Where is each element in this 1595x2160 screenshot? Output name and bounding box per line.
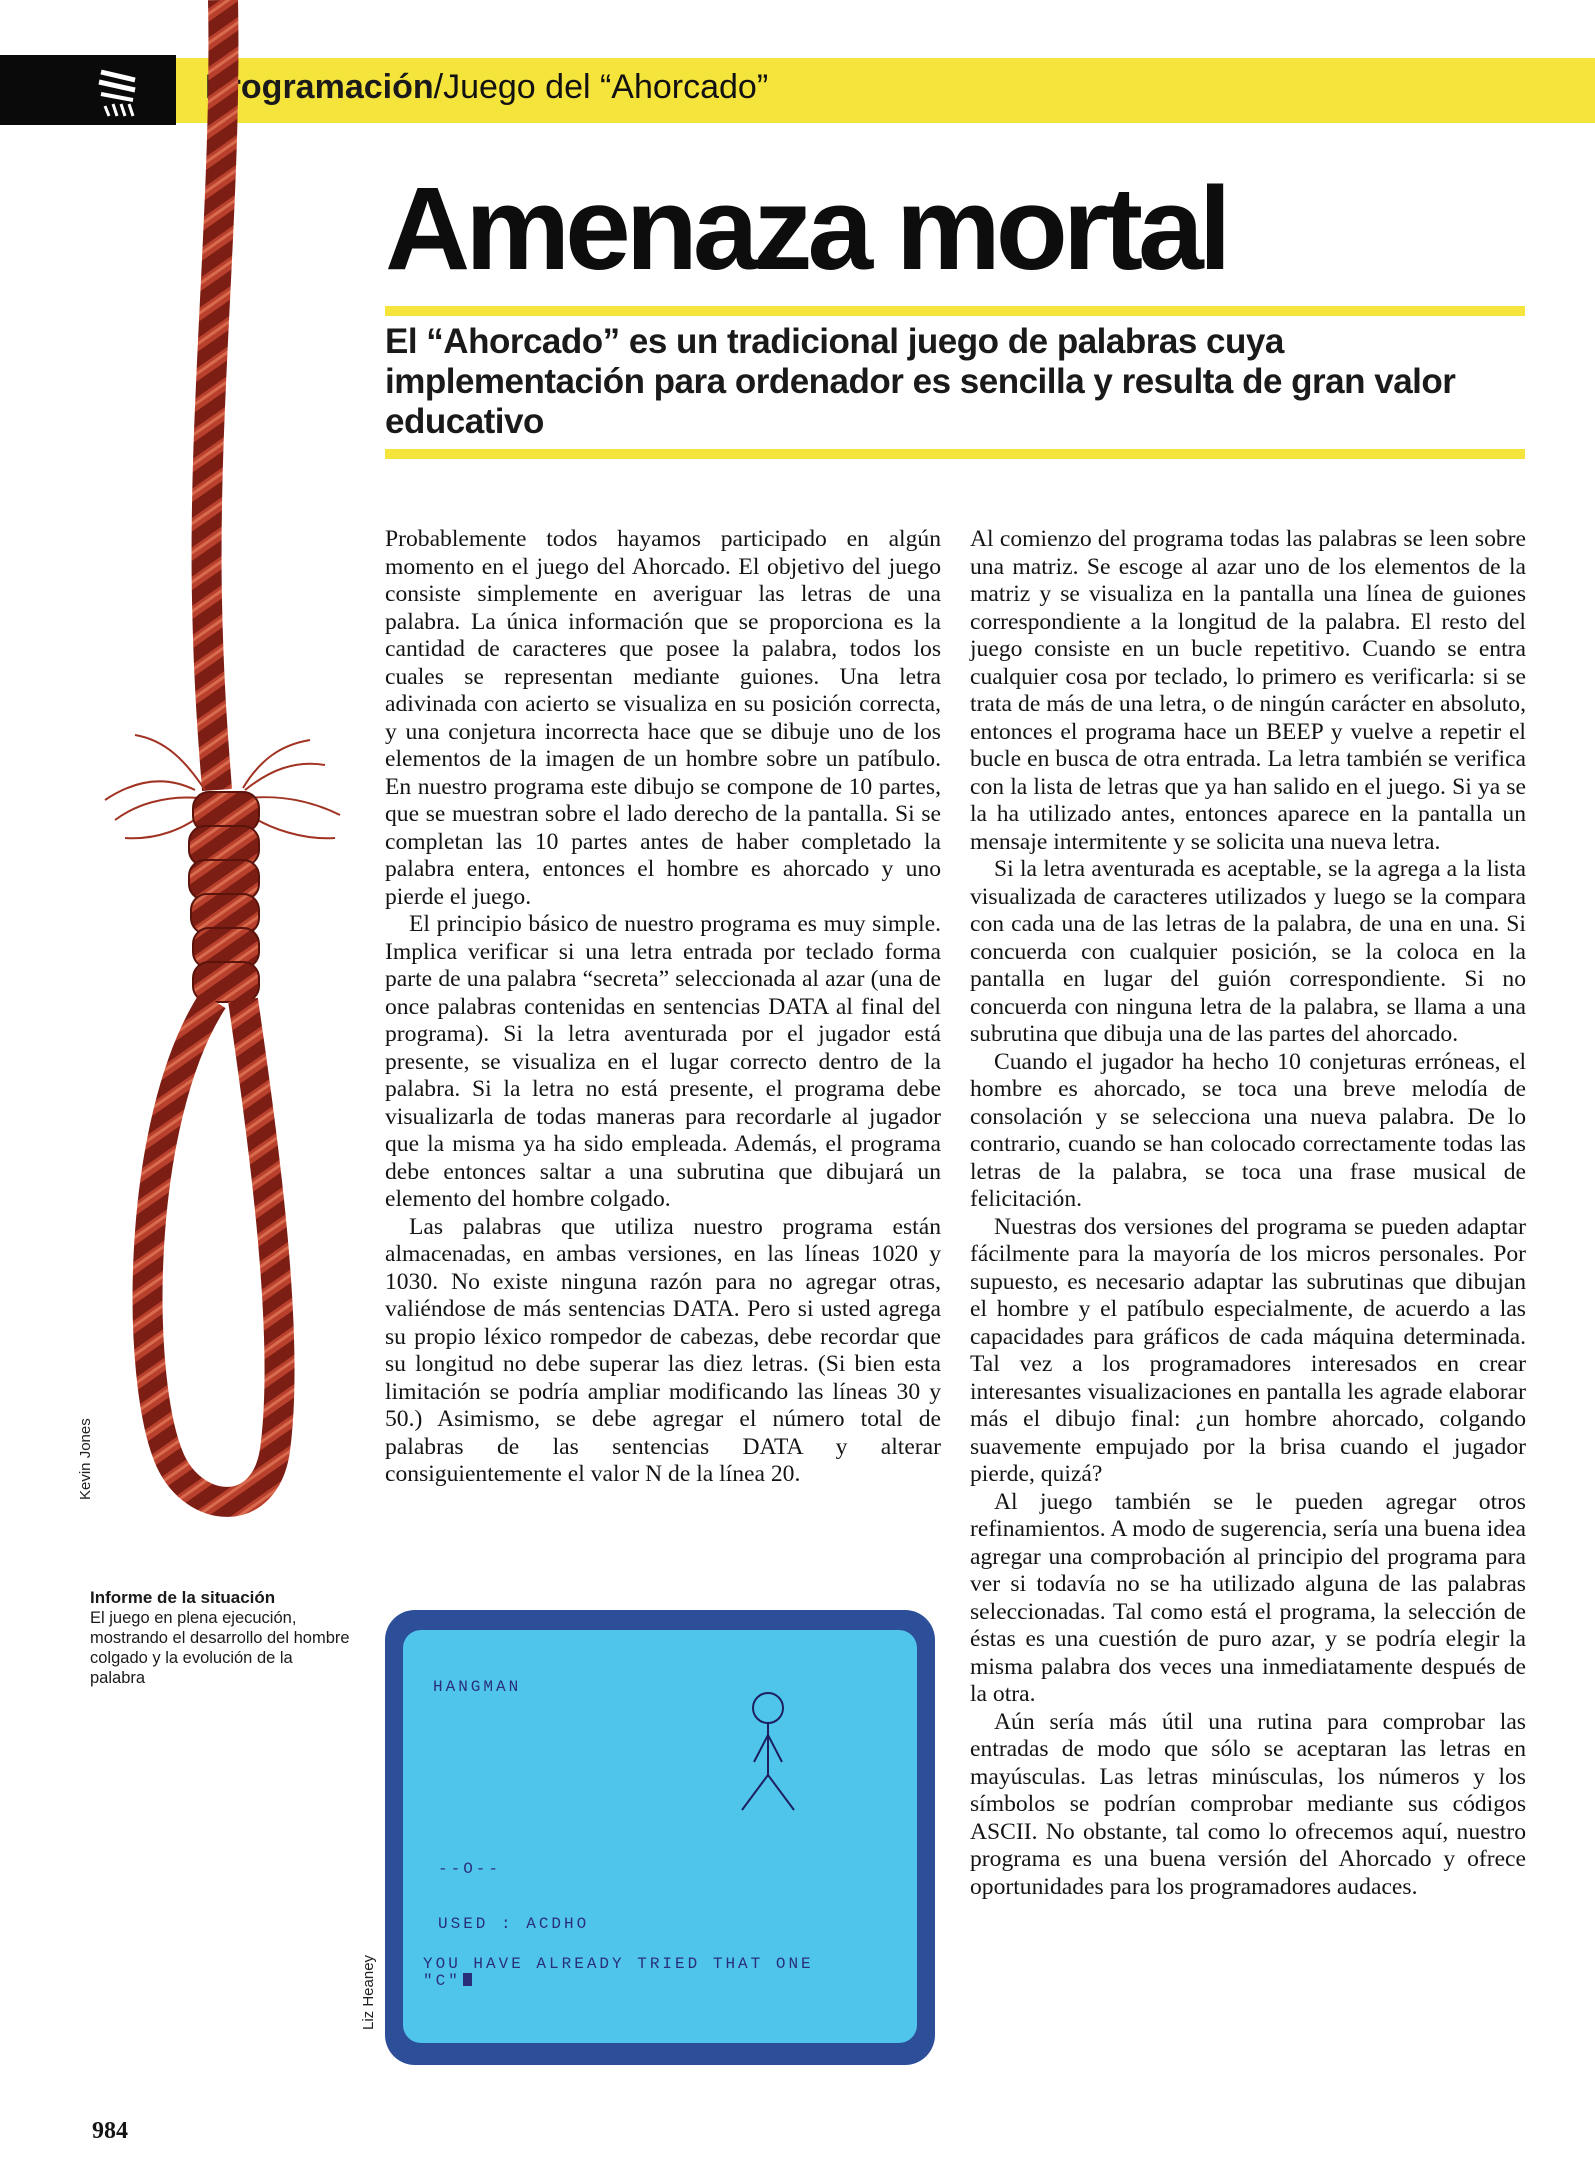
screen-used-letters: USED : ACDHO xyxy=(438,1915,590,1933)
paragraph: Aún sería más útil una rutina para comprobar las entradas de modo que sólo se aceptaran las letras en mayúsculas. Las letras minúsculas, los números y los símbolos se podrían comprobar mediante sus códigos ASCII. No obstante, tal como lo ofrecemos aquí, nuestro programa es una buena versión del Ahorcado y ofrece oportunidades para los programadores audaces. xyxy=(970,1708,1526,1900)
paragraph: Cuando el jugador ha hecho 10 conjeturas erróneas, el hombre es ahorcado, se toca una breve melodía de consolación y se selecciona una nueva palabra. De lo contrario, cuando se han colocado correctamente todas las letras de la palabra, se toca una frase musical de felicitación. xyxy=(970,1048,1526,1212)
paragraph: Probablemente todos hayamos participado en algún momento en el juego del Ahorcado. El objetivo del juego consiste simplemente en averiguar las letras de una palabra. La única información que se proporciona es la cantidad de caracteres que posee la palabra, todos los cuales se representan mediante guiones. Una letra adivinada con acierto se visualiza en su posición correcta, y una conjetura incorrecta hace que se dibuje uno de los elementos de la imagen de un hombre sobre un patíbulo. En nuestro programa este dibujo se compone de 10 partes, que se muestran sobre el lado derecho de la pantalla. Si se completan las 10 partes antes de haber completado la palabra entera, entonces el hombre es ahorcado y uno pierde el juego. xyxy=(385,526,941,910)
screen-photo-credit: Liz Heaney xyxy=(360,1954,377,2030)
figure-caption xyxy=(90,1588,350,1688)
section-topic: /Juego del “Ahorcado” xyxy=(433,68,769,106)
section-name: Programación xyxy=(205,68,434,106)
rope-illustration-credit: Kevin Jones xyxy=(77,1418,94,1500)
screen-input-line xyxy=(423,1972,472,1990)
monitor-frame xyxy=(385,1610,935,2065)
body-column-right xyxy=(970,526,1526,1901)
article-subtitle: El “Ahorcado” es un tradicional juego de palabras cuya implementación para ordenador es sencilla y resulta de gran valor educativo xyxy=(385,322,1456,441)
paragraph: Al juego también se le pueden agregar otros refinamientos. A modo de sugerencia, sería una buena idea agregar una comprobación al principio del programa para ver si todavía no se ha utilizado alguna de las palabras seleccionadas. Tal como está el programa, la selección de éstas es una cuestión de puro azar, y se podría elegir la misma palabra dos veces una inmediatamente después de la otra. xyxy=(970,1488,1526,1707)
screen-word-progress: --O-- xyxy=(438,1860,502,1878)
caption-title: Informe de la situación xyxy=(90,1588,276,1607)
title-rule-bottom xyxy=(385,449,1525,459)
screen-input-letter: "C" xyxy=(423,1972,461,1990)
paragraph: Las palabras que utiliza nuestro programa están almacenadas, en ambas versiones, en las líneas 1020 y 1030. No existe ninguna razón para no agregar otras, valiéndose de más sentencias DATA. Pero si usted agrega su propio léxico rompedor de cabezas, debe recordar que su longitud no debe superar las diez letras. (Si bien esta limitación se podría ampliar modificando las líneas 30 y 50.) Asimismo, se debe agregar el número total de palabras de las sentencias DATA y alterar consiguientemente el valor N de la línea 20. xyxy=(385,1213,941,1487)
screen-message: YOU HAVE ALREADY TRIED THAT ONE xyxy=(423,1955,814,1973)
page-number: 984 xyxy=(92,2118,128,2144)
screen-title: HANGMAN xyxy=(433,1678,522,1696)
hangman-screen xyxy=(403,1630,917,2043)
article-title: Amenaza mortal xyxy=(385,163,1227,295)
paragraph: Al comienzo del programa todas las palabras se leen sobre una matriz. Se escoge al azar uno de los elementos de la matriz y se visualiza en la pantalla una línea de guiones correspondiente a la longitud de la palabra. El resto del juego consiste en un bucle repetitivo. Cuando se entra cualquier cosa por teclado, lo primero es verificarla: si se trata de más de una letra, o de ningún carácter en absoluto, entonces el programa hace un BEEP y vuelve a repetir el bucle en busca de otra entrada. La letra también se verifica con la lista de letras que ya han salido en el juego. Si ya se la ha utilizado antes, entonces aparece en la pantalla un mensaje intermitente y se solicita una nueva letra. xyxy=(970,526,1526,855)
cursor xyxy=(463,1973,472,1986)
title-rule-top xyxy=(385,306,1525,316)
noose-rope-illustration xyxy=(95,0,375,1530)
paragraph: El principio básico de nuestro programa es muy simple. Implica verificar si una letra entrada por teclado forma parte de una palabra “secreta” seleccionada al azar (una de once palabras contenidas en sentencias DATA al final del programa). Si la letra aventurada por el jugador está presente, se visualiza en el lugar correcto dentro de la palabra. Si la letra no está presente, el programa debe visualizarla de todas maneras para recordarle al jugador que la misma ya ha sido empleada. Además, el programa debe entonces saltar a una subrutina que dibujará un elemento del hombre colgado. xyxy=(385,911,941,1212)
caption-text: El juego en plena ejecución, mostrando el desarrollo del hombre colgado y la evolución de la palabra xyxy=(90,1609,350,1687)
body-column-left xyxy=(385,526,941,1489)
hanged-man-figure xyxy=(728,1690,808,1830)
paragraph: Si la letra aventurada es aceptable, se la agrega a la lista visualizada de caracteres utilizados y luego se la compara con cada una de las letras de la palabra, de una en una. Si concuerda con cualquier posición, se la coloca en la pantalla en lugar del guión correspondiente. Si no concuerda con ninguna letra de la palabra, se llama a una subrutina que dibuja una de las partes del ahorcado. xyxy=(970,856,1526,1047)
paragraph: Nuestras dos versiones del programa se pueden adaptar fácilmente para la mayoría de los micros personales. Por supuesto, es necesario adaptar las subrutinas que dibujan el hombre y el patíbulo especialmente, de acuerdo a las capacidades para gráficos de cada máquina determinada. Tal vez a los programadores interesados en crear interesantes visualizaciones en pantalla les agrade elaborar más el dibujo final: ¿un hombre ahorcado, colgando suavemente empujado por la brisa cuando el jugador pierde, quizá? xyxy=(970,1213,1526,1487)
